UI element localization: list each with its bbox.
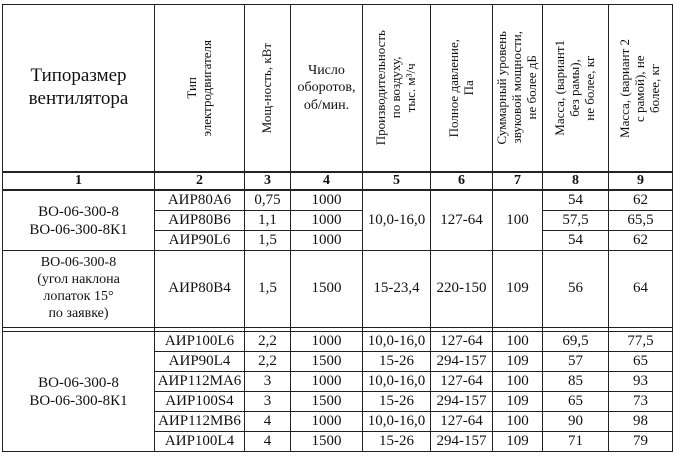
rpm-cell: 1000 — [291, 332, 363, 352]
pressure-cell: 127-64 — [431, 412, 493, 432]
rpm-cell: 1500 — [291, 432, 363, 452]
noise-cell: 100 — [493, 372, 543, 392]
mass1-cell: 71 — [543, 432, 609, 452]
model-cell: ВО-06-300-8 (угол наклона лопаток 15° по заявке) — [3, 251, 155, 328]
mass1-cell: 65 — [543, 392, 609, 412]
airflow-cell: 15-26 — [363, 392, 431, 412]
table-row — [3, 190, 673, 211]
column-number: 7 — [493, 172, 543, 190]
column-number: 8 — [543, 172, 609, 190]
rpm-cell: 1500 — [291, 352, 363, 372]
column-number: 4 — [291, 172, 363, 190]
header-noise: Суммарный уровень звуковой мощности, не более дБ — [493, 5, 543, 173]
column-number: 2 — [155, 172, 245, 190]
column-number: 1 — [3, 172, 155, 190]
mass1-cell: 57 — [543, 352, 609, 372]
power-cell: 1,1 — [245, 211, 291, 231]
mass1-cell: 54 — [543, 231, 609, 251]
header-mass1: Масса, (вариант1 без рамы), не более, кг — [543, 5, 609, 173]
header-typesize: Типоразмер вентилятора — [3, 5, 155, 173]
noise-cell: 100 — [493, 332, 543, 352]
rpm-cell: 1000 — [291, 190, 363, 211]
column-number: 9 — [609, 172, 673, 190]
header-mass2: Масса, (вариант 2 с рамой), не более, кг — [609, 5, 673, 173]
power-cell: 4 — [245, 412, 291, 432]
motor-cell: АИР112МВ6 — [155, 412, 245, 432]
power-cell: 1,5 — [245, 231, 291, 251]
pressure-cell: 294-157 — [431, 352, 493, 372]
power-cell: 0,75 — [245, 190, 291, 211]
airflow-cell: 10,0-16,0 — [363, 412, 431, 432]
power-cell: 2,2 — [245, 332, 291, 352]
pressure-cell: 220-150 — [431, 251, 493, 328]
mass2-cell: 65,5 — [609, 211, 673, 231]
motor-cell: АИР112МА6 — [155, 372, 245, 392]
rpm-cell: 1000 — [291, 231, 363, 251]
column-number: 3 — [245, 172, 291, 190]
model-cell: ВО-06-300-8 ВО-06-300-8К1 — [3, 332, 155, 452]
rpm-cell: 1000 — [291, 211, 363, 231]
mass2-cell: 62 — [609, 231, 673, 251]
rpm-cell: 1000 — [291, 372, 363, 392]
noise-cell: 109 — [493, 352, 543, 372]
airflow-cell: 15-23,4 — [363, 251, 431, 328]
table-row — [3, 332, 673, 352]
header-row — [3, 5, 673, 173]
header-rpm: Число оборотов, об/мин. — [291, 5, 363, 173]
motor-cell: АИР100S4 — [155, 392, 245, 412]
pressure-cell: 294-157 — [431, 432, 493, 452]
mass2-cell: 65 — [609, 352, 673, 372]
power-cell: 2,2 — [245, 352, 291, 372]
airflow-cell: 15-26 — [363, 352, 431, 372]
power-cell: 4 — [245, 432, 291, 452]
model-cell: ВО-06-300-8 ВО-06-300-8К1 — [3, 190, 155, 251]
mass2-cell: 93 — [609, 372, 673, 392]
header-power: Мощ-ность, кВт — [245, 5, 291, 173]
motor-cell: АИР100L6 — [155, 332, 245, 352]
noise-cell: 100 — [493, 190, 543, 251]
column-number: 6 — [431, 172, 493, 190]
power-cell: 1,5 — [245, 251, 291, 328]
mass1-cell: 69,5 — [543, 332, 609, 352]
mass2-cell: 62 — [609, 190, 673, 211]
airflow-cell: 10,0-16,0 — [363, 332, 431, 352]
mass2-cell: 79 — [609, 432, 673, 452]
header-pressure: Полное давление, Па — [431, 5, 493, 173]
noise-cell: 109 — [493, 432, 543, 452]
motor-cell: АИР90L6 — [155, 231, 245, 251]
mass2-cell: 98 — [609, 412, 673, 432]
airflow-cell: 15-26 — [363, 432, 431, 452]
mass1-cell: 85 — [543, 372, 609, 392]
power-cell: 3 — [245, 392, 291, 412]
pressure-cell: 294-157 — [431, 392, 493, 412]
fan-spec-table — [2, 4, 673, 452]
pressure-cell: 127-64 — [431, 190, 493, 251]
column-number: 5 — [363, 172, 431, 190]
mass1-cell: 57,5 — [543, 211, 609, 231]
noise-cell: 109 — [493, 392, 543, 412]
mass2-cell: 73 — [609, 392, 673, 412]
pressure-cell: 127-64 — [431, 332, 493, 352]
motor-cell: АИР80А6 — [155, 190, 245, 211]
mass1-cell: 54 — [543, 190, 609, 211]
mass2-cell: 64 — [609, 251, 673, 328]
mass1-cell: 56 — [543, 251, 609, 328]
noise-cell: 100 — [493, 412, 543, 432]
mass1-cell: 90 — [543, 412, 609, 432]
airflow-cell: 10,0-16,0 — [363, 372, 431, 392]
table-row — [3, 251, 673, 328]
rpm-cell: 1000 — [291, 412, 363, 432]
rpm-cell: 1500 — [291, 392, 363, 412]
motor-cell: АИР100L4 — [155, 432, 245, 452]
airflow-cell: 10,0-16,0 — [363, 190, 431, 251]
column-number-row — [3, 172, 673, 190]
header-motor-type: Тип электродвигателя — [155, 5, 245, 173]
power-cell: 3 — [245, 372, 291, 392]
mass2-cell: 77,5 — [609, 332, 673, 352]
motor-cell: АИР80В6 — [155, 211, 245, 231]
pressure-cell: 127-64 — [431, 372, 493, 392]
motor-cell: АИР90L4 — [155, 352, 245, 372]
noise-cell: 109 — [493, 251, 543, 328]
rpm-cell: 1500 — [291, 251, 363, 328]
header-airflow: Производительность по воздуху, тыс. м³/ч — [363, 5, 431, 173]
motor-cell: АИР80В4 — [155, 251, 245, 328]
